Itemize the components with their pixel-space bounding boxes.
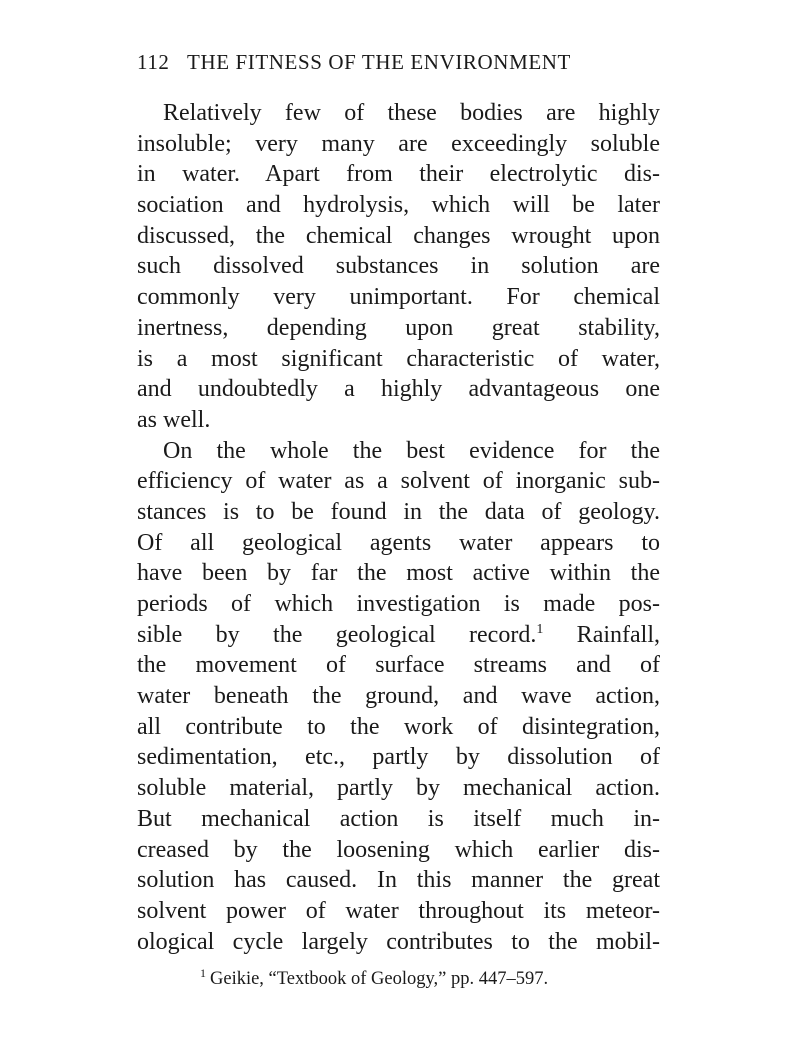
footnote <box>200 966 548 990</box>
text-line: and undoubtedly a highly advantageous one <box>137 376 660 403</box>
body-text <box>137 98 660 957</box>
text-line: have been by far the most active within the <box>137 560 660 587</box>
text-line: is a most significant characteristic of water, <box>137 345 660 372</box>
text-line: efficiency of water as a solvent of inorganic sub- <box>137 468 660 495</box>
text-line: periods of which investigation is made pos- <box>137 591 660 617</box>
footnote-marker: 1 <box>200 966 206 980</box>
text-line: discussed, the chemical changes wrought upon <box>137 222 660 249</box>
text-line: in water. Apart from their electrolytic dis- <box>137 161 660 188</box>
text-line: sociation and hydrolysis, which will be later <box>137 192 660 219</box>
footnote-reference[interactable]: 1 <box>536 621 544 637</box>
text-line: On the whole the best evidence for the <box>163 437 660 464</box>
text-line-with-footnote-ref <box>137 620 660 651</box>
text-line: water beneath the ground, and wave action, <box>137 683 660 710</box>
running-header <box>137 50 664 75</box>
text-line: all contribute to the work of disintegration, <box>137 713 660 740</box>
text-line: inertness, depending upon great stability, <box>137 314 660 341</box>
text-line: soluble material, partly by mechanical action. <box>137 775 660 802</box>
text-line: insoluble; very many are exceedingly soluble <box>137 130 660 157</box>
text-line: Of all geological agents water appears to <box>137 529 660 556</box>
text-line: commonly very unimportant. For chemical <box>137 284 660 311</box>
line-text-before-ref: sible by the geological record. <box>137 621 537 648</box>
text-line: the movement of surface streams and of <box>137 652 660 679</box>
paragraph-2 <box>137 436 660 958</box>
paragraph-1 <box>137 98 660 436</box>
text-line: Relatively few of these bodies are highly <box>163 100 660 126</box>
line-text-after-ref: Rainfall, <box>543 621 660 648</box>
text-line: sedimentation, etc., partly by dissolution of <box>137 744 660 771</box>
page-number: 112 <box>137 50 170 74</box>
text-line: solution has caused. In this manner the great <box>137 867 660 894</box>
footnote-text: Geikie, “Textbook of Geology,” pp. 447–597. <box>210 969 549 989</box>
text-line: solvent power of water throughout its meteor- <box>137 897 660 924</box>
running-title: THE FITNESS OF THE ENVIRONMENT <box>187 50 571 74</box>
text-line: as well. <box>137 406 211 433</box>
text-line: stances is to be found in the data of geology. <box>137 498 660 525</box>
text-line: But mechanical action is itself much in- <box>137 805 660 832</box>
text-line: creased by the loosening which earlier dis- <box>137 836 660 863</box>
text-line: such dissolved substances in solution are <box>137 253 660 280</box>
text-line: ological cycle largely contributes to the mobil- <box>137 928 660 955</box>
